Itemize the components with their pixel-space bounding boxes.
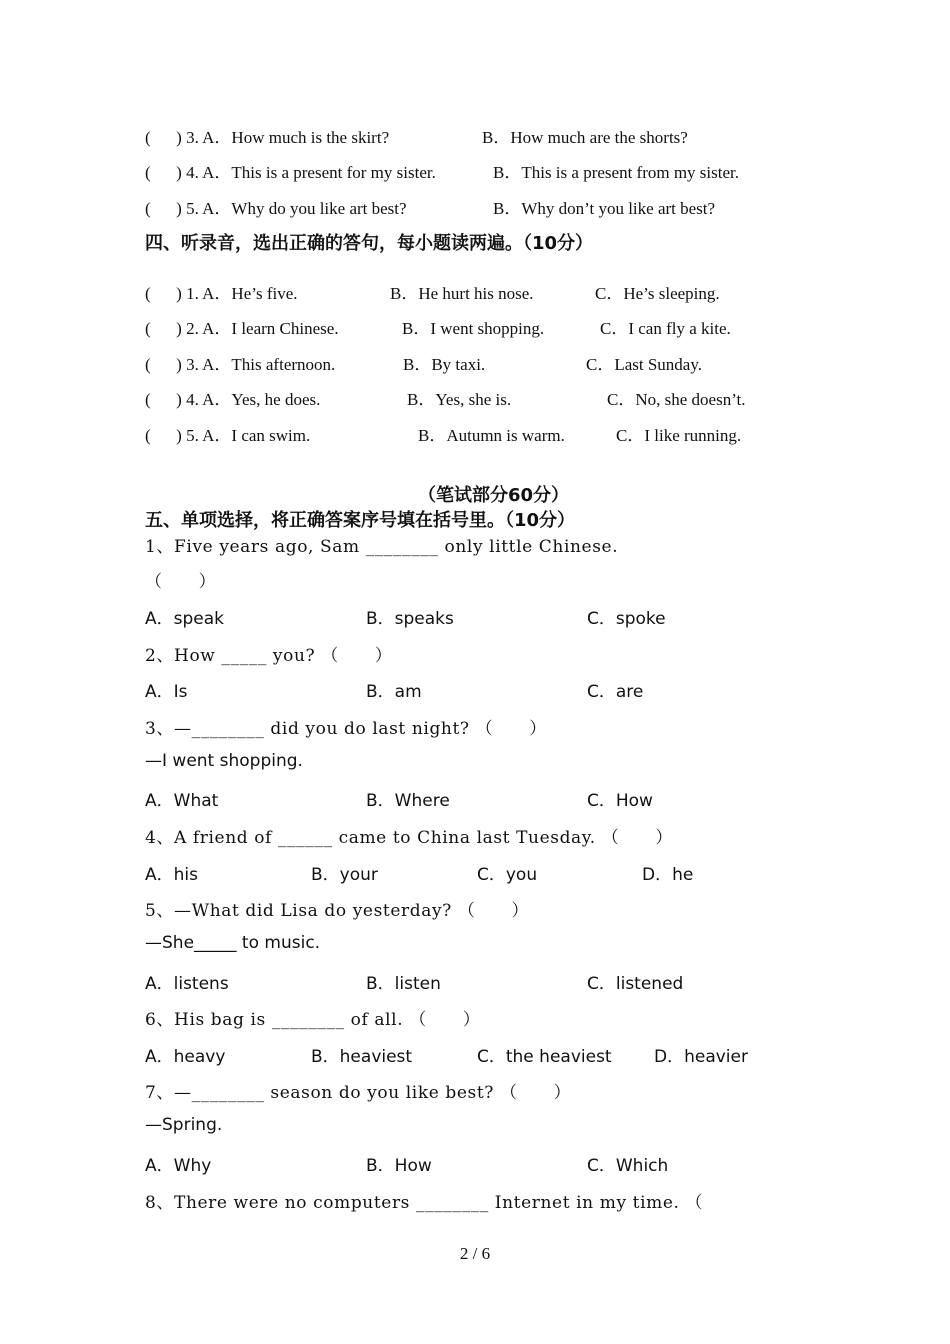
q6-option-b: B．heaviest	[311, 1047, 413, 1067]
sec4-item-3-option-b: B．By taxi.	[403, 355, 486, 374]
sec4-item-1-option-c: C．He’s sleeping.	[595, 284, 720, 303]
sec3-item-5-option-b: B．Why don’t you like art best?	[493, 199, 716, 218]
sec4-item-5: ( ) 5. A．I can swim.	[145, 426, 311, 445]
q4-stem: 4、A friend of ______ came to China last Tuesday. （ ）	[145, 828, 673, 848]
q3-option-a: A．What	[145, 791, 219, 811]
q1-answer-paren: （ ）	[145, 572, 217, 592]
q2-option-b: B．am	[366, 682, 422, 702]
sec4-item-3-option-c: C．Last Sunday.	[586, 355, 703, 374]
q7-option-b: B．How	[366, 1156, 432, 1176]
q1-option-c: C．spoke	[587, 609, 666, 629]
sec3-item-4: ( ) 4. A．This is a present for my sister.	[145, 163, 436, 182]
q2-option-c: C．are	[587, 682, 644, 702]
section-4-heading: 四、听录音，选出正确的答句，每小题读两遍。（10分）	[145, 233, 594, 254]
q5-option-a: A．listens	[145, 974, 229, 994]
q3-stem: 3、—________ did you do last night? （ ）	[145, 719, 547, 739]
q6-option-a: A．heavy	[145, 1047, 226, 1067]
sec4-item-4-option-c: C．No, she doesn’t.	[607, 390, 746, 409]
q6-option-d: D．heavier	[654, 1047, 748, 1067]
q4-option-c: C．you	[477, 865, 538, 885]
q2-option-a: A．Is	[145, 682, 188, 702]
sec4-item-3: ( ) 3. A．This afternoon.	[145, 355, 336, 374]
sec4-item-2-option-b: B．I went shopping.	[402, 319, 545, 338]
section-5-heading: 五、单项选择，将正确答案序号填在括号里。（10分）	[145, 510, 576, 531]
q1-stem: 1、Five years ago, Sam ________ only little Chinese.	[145, 537, 619, 557]
q7-stem: 7、—________ season do you like best? （ ）	[145, 1083, 572, 1103]
q4-option-d: D．he	[642, 865, 694, 885]
page-number: 2 / 6	[459, 1244, 491, 1263]
q7-option-c: C．Which	[587, 1156, 669, 1176]
q5-option-b: B．listen	[366, 974, 441, 994]
sec4-item-4: ( ) 4. A．Yes, he does.	[145, 390, 321, 409]
q4-option-b: B．your	[311, 865, 378, 885]
q6-stem: 6、His bag is ________ of all. （ ）	[145, 1010, 481, 1030]
q7-option-a: A．Why	[145, 1156, 212, 1176]
sec3-item-4-option-b: B．This is a present from my sister.	[493, 163, 740, 182]
written-part-title: （笔试部分60分）	[418, 485, 570, 506]
q5-stem: 5、—What did Lisa do yesterday? （ ）	[145, 901, 530, 921]
q5-option-c: C．listened	[587, 974, 684, 994]
q1-option-a: A．speak	[145, 609, 224, 629]
q3-reply: —I went shopping.	[145, 751, 303, 771]
q1-option-b: B．speaks	[366, 609, 454, 629]
sec4-item-4-option-b: B．Yes, she is.	[407, 390, 512, 409]
sec4-item-1-option-b: B．He hurt his nose.	[390, 284, 534, 303]
q3-option-c: C．How	[587, 791, 653, 811]
q8-stem: 8、There were no computers ________ Internet in my time. （	[145, 1193, 704, 1213]
sec4-item-5-option-c: C．I like running.	[616, 426, 742, 445]
sec4-item-5-option-b: B．Autumn is warm.	[418, 426, 565, 445]
sec3-item-5: ( ) 5. A．Why do you like art best?	[145, 199, 407, 218]
q5-reply: —She_____ to music.	[145, 933, 321, 953]
sec4-item-2-option-c: C．I can fly a kite.	[600, 319, 731, 338]
q6-option-c: C．the heaviest	[477, 1047, 612, 1067]
q3-option-b: B．Where	[366, 791, 450, 811]
sec3-item-3: ( ) 3. A．How much is the skirt?	[145, 128, 390, 147]
q2-stem: 2、How _____ you? （ ）	[145, 646, 393, 666]
sec3-item-3-option-b: B．How much are the shorts?	[482, 128, 688, 147]
sec4-item-2: ( ) 2. A．I learn Chinese.	[145, 319, 339, 338]
sec4-item-1: ( ) 1. A．He’s five.	[145, 284, 298, 303]
q4-option-a: A．his	[145, 865, 198, 885]
q7-reply: —Spring.	[145, 1115, 223, 1135]
